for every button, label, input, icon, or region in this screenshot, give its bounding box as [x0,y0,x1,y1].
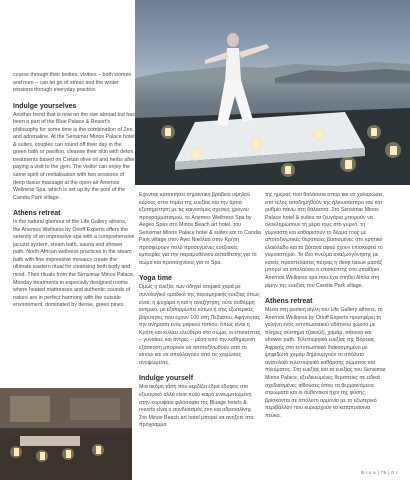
paragraph: In the natural glamour of the Life Gallery athens, the Anemos Wellness by Orloff Experts offers the serenity of an impressive spa with a comprehensive jacuzzi system, steam bath, sauna and shower path. North African wellness practices in the steam bath with fine impressive mosaics create the ultimate eastern ritual for cleansing both body and mind. Their rituals from the Sensimar Minos Palace, Monday treatments in especially designed rooms where heated mattresses and authentic sounds of nature are in perfect harmony with the outside environment, dominated by dense, green pines. [13,219,135,309]
column-greek-2 [265,192,387,420]
section-heading: Yoga time [139,275,172,283]
section-heading: Athens retreat [265,298,313,306]
paragraph: Μια ακόμη τάση που κερδίζει έδρα έδαφος στο εξωτερικό αλλά είναι πολύ καιρό ενσωματωμένη στην κορυφαία φιλοσοφία της Bluage hotels & resorts είναι ο συνδυασμός zen και αδρεναλίνης. Στο Minos Beach art hotel μπορεί να ανήξετε στα πρόγραμμα [139,384,254,429]
paragraph: Όμως η ευεξία, των οδηγεί ατομικά χαρά με συνολογικό ομαδικό της παναμηρικής ευεξίας όπως είναι, η ψυχάρα η και η αναζήτηση, ούτε αυθόρμη εκτιμικό, με εξισορρωπεί κύτων ή στις εξωτερικές βαρύτητες που έχουν 100 στη Πεδιάτου. Αφήνοντας την ανήρασα ενός μαρκού τοπίου, όπως είναι η Κρήτη και κυλάει ελεύθερα στο σώμα, οι επισκέπτες – γυναίκες και άντρες – μέσα από την καθημερινή εξάσκηση μπορούν να αποτοξινωθούν από το stress και να απαλλαγούν από τις χειμώνιες ανυψωμένες. [139,284,261,366]
section-heading: Indulge yourselves [13,102,77,110]
page-footer: B l u e | 79 | G r [361,470,398,475]
column-english [13,72,135,310]
paragraph: Another trend that is now on the rise abroad but has been a part of the Blue Palace & Resort's philosophy for some time is the combination of Zen and adrenaline. At the Sensimar Minos Palace hotel & suites, couples can round off their day in the green bath or pavilion, cleanse their skin with detox treatments based on Cretan olive oil and herbs after paying a visit to the gym. The visitor can enjoy the same spirit of revitalisation with two sessions of deep tissue massage at the open-air Anemos Wellness Spa, which is set up by the pool of the Candia Park village. [13,111,135,201]
column-greek-1 [139,192,261,430]
section-heading: Indulge yourself [139,375,194,383]
section-heading: Athens retreat [13,210,61,218]
yoga-beach-photo [135,0,410,185]
paragraph: Εχοντας κατακτήσει σημαντική βραβεία υψηλού κύρους στον τομέα της ευεξίας και την άρτια εξυπηρέτηση με τις καινοτόμες σχεσεις χρονου προγραμματισμού, το Anemos Wellness Spa by Aegeo Spas στο Minos Beach art hotel, του Sensimar Minos Palace hotel & suites και το Candia Park village στον Άγιο Νικόλαο στην Κρήτη προσφέρουν πολύ προσεγμένες ευεξιακές εμπειρίες για την παραμυθένιου εκπαίθεσης για το σώμα και προπαιχνίους για το Spa. [139,192,261,266]
paragraph: της ημέρας που θαλάσσια σπορ και να χαλαρώσει, στο τέλος αποδημήθούν της ήλιουσάσπρο του κατ ρυθμίο πάνω στη θάλασσα. Στο Sensimar Minos Palace hotel & suites τα ζευγάρια μπορούν να ολοκληρώσουν τη μέρα τους στο γυμνό, τη γυμναστή και καθαρισουν το δέρμα τους με αποτοξινωτικές θεραπείες βασισμένες στο κρητικό ελαιόλαδο και τα βότανα αφού έχουν επισκεφτεί το γυμναστήριο. Το ίδιο πνεύμα αναζωογόνησης με καινές προσπελάσεις πέτρας ή deep tissue μασάζ μπορεί να απολαύσει ο επισκέπτης στο υπαίθριο Anemos Wellness spa που έχει στηθεί δίπλα στη ρίμην της ευεξίας του Candia Park village. [265,192,384,289]
spa-interior-photo [0,388,132,480]
paragraph: course through their bodies, visitors – both women and men – can let go of stress and the winter tensions through everyday practice. [13,72,132,94]
paragraph: Μέσα στη φυσική αίγλη του Life Gallery athens, το Anemos Wellness by Orloff Experts προσφέρει τη γαλήνη ενός εντυπωσιακού υδάτινου χώρου με πλήρες σύστημα τζακούζι, χαμάμ, σάουνα και shower path. Τελετουργικά ευεξίας της Βόρειας Αφρικής στο εντυπωσιακό διακοσμημένο με ψηφιδωτά χαμάμ δημιουργούν το απόλυτο ανατολικό τελετουργικό καθάρσης σώματος και πνεύματος. Στη ευεξίας και τα ευεξίας του Sensimar Minos Palace, εξειδικευμένες θεραπείες σε ειδικά σχεδιασμένες αίθουσες όπου τα θερμαινόμενα στρώματα και οι αυθεντικοί ήχοι της φύσης βρίσκονται σε απόλυτη αρμονία με το εξωτερικό περιβάλλον που κυριαρχούν τα καταπράσινα πεύκα. [265,307,386,419]
